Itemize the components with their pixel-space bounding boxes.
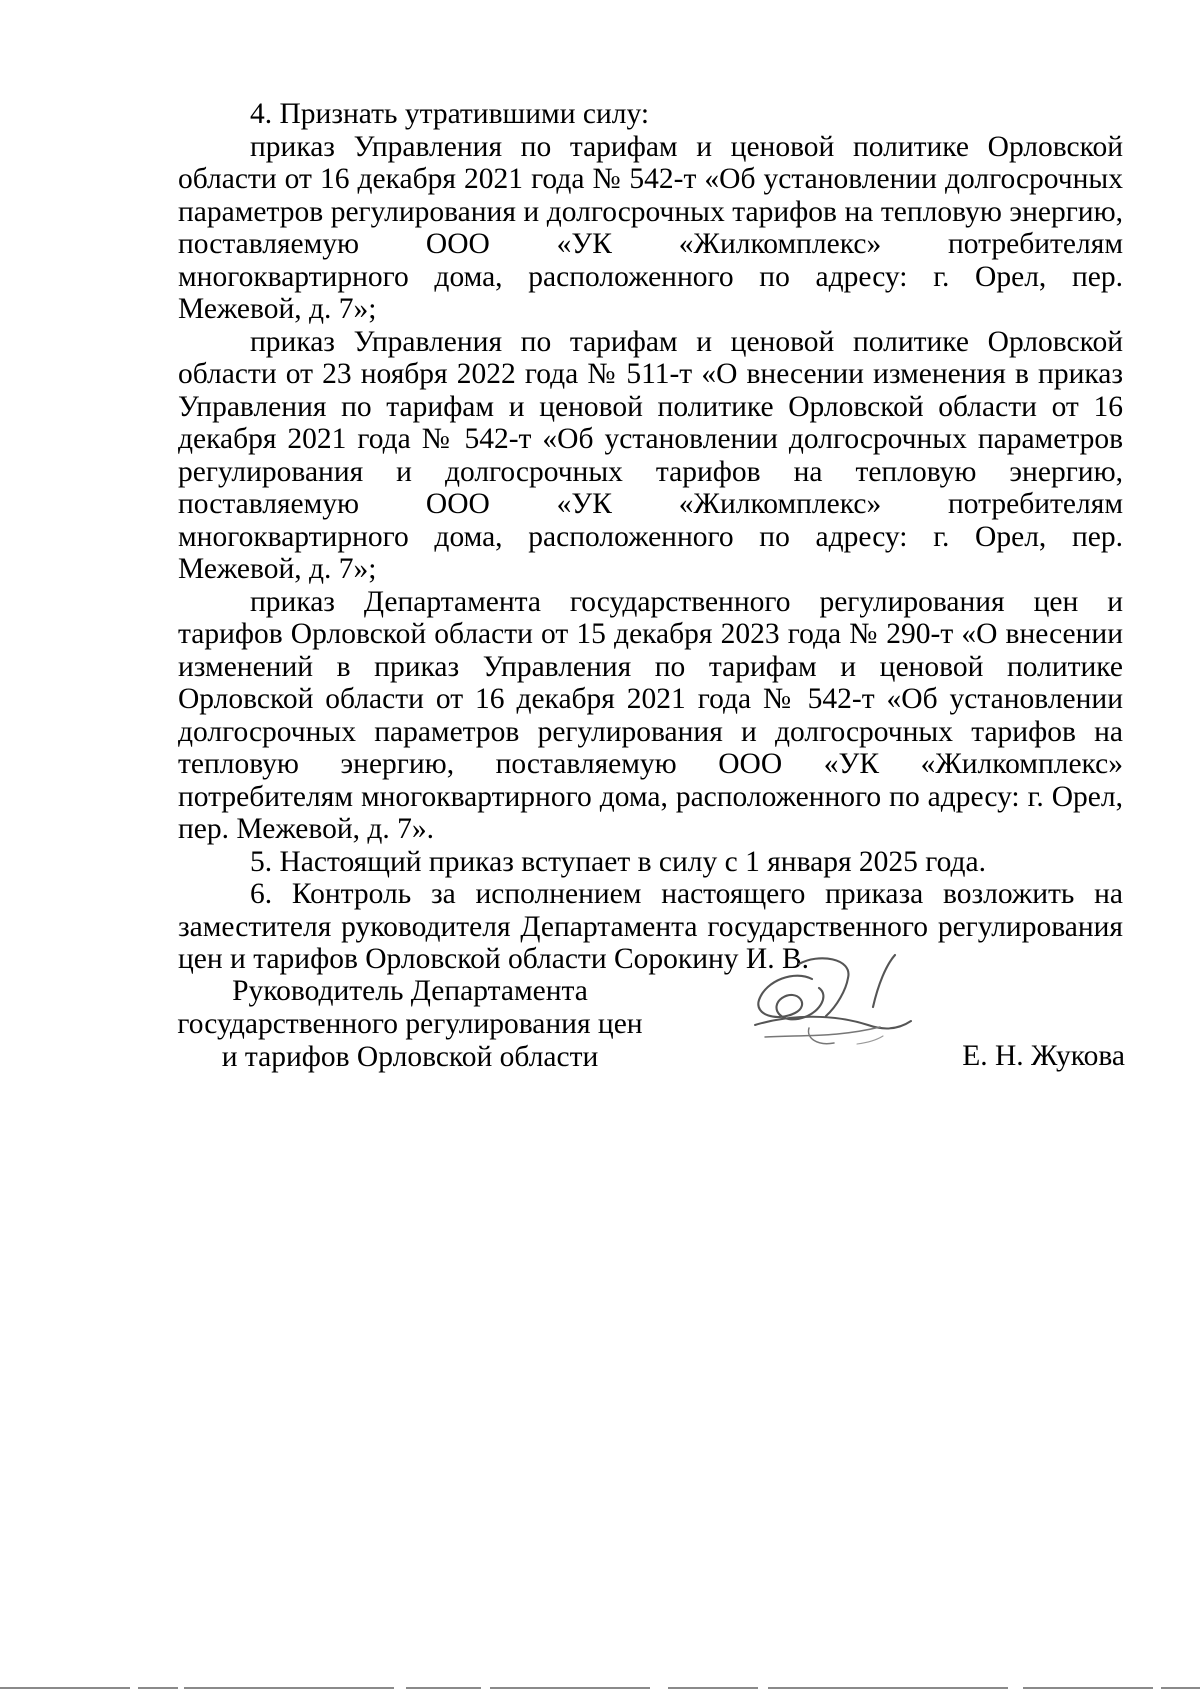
paragraph-effective-date: 5. Настоящий приказ вступает в силу с 1 января 2025 года. xyxy=(250,845,987,878)
handwritten-signature xyxy=(735,945,975,1085)
paragraph-control-assignment: 6. Контроль за исполнением настоящего приказа возложить на заместителя руководителя Департамента государственного регулирования цен и тарифов Орловской области Сорокину И. В. xyxy=(178,878,1123,975)
signature-title-line: Руководитель Департамента xyxy=(232,975,588,1007)
paragraph-repealed-order-2021: приказ Управления по тарифам и ценовой политике Орловской области от 16 декабря 2021 года № 542-т «Об установлении долгосрочных параметров регулирования и долгосрочных тарифов на тепловую энергию, поставляемую ООО «УК «Жилкомплекс» потребителям многоквартирного дома, расположенного по адресу: г. Орел, пер. Межевой, д. 7»; xyxy=(178,130,1123,325)
paragraph-item-4: 4. Признать утратившими силу: xyxy=(250,98,650,130)
signature-title-line: и тарифов Орловской области xyxy=(221,1041,599,1073)
order-body xyxy=(178,98,1123,976)
signer-name: Е. Н. Жукова xyxy=(962,1040,1125,1072)
signature-title-line: государственного регулирования цен xyxy=(177,1008,643,1040)
scan-bottom-edge xyxy=(0,1686,1200,1690)
signature-title xyxy=(150,975,670,1074)
paragraph-repealed-order-2022: приказ Управления по тарифам и ценовой политике Орловской области от 23 ноября 2022 года № 511-т «О внесении изменения в приказ Управления по тарифам и ценовой политике Орловской области от 16 декабря 2021 года № 542-т «Об установлении долгосрочных параметров регулирования и долгосрочных тарифов на тепловую энергию, поставляемую ООО «УК «Жилкомплекс» потребителям многоквартирного дома, расположенного по адресу: г. Орел, пер. Межевой, д. 7»; xyxy=(178,325,1123,585)
paragraph-repealed-order-2023: приказ Департамента государственного регулирования цен и тарифов Орловской области от 15 декабря 2023 года № 290-т «О внесении изменений в приказ Управления по тарифам и ценовой политике Орловской области от 16 декабря 2021 года № 542-т «Об установлении долгосрочных параметров регулирования и долгосрочных тарифов на тепловую энергию, поставляемую ООО «УК «Жилкомплекс» потребителям многоквартирного дома, расположенного по адресу: г. Орел, пер. Межевой, д. 7». xyxy=(178,585,1123,845)
